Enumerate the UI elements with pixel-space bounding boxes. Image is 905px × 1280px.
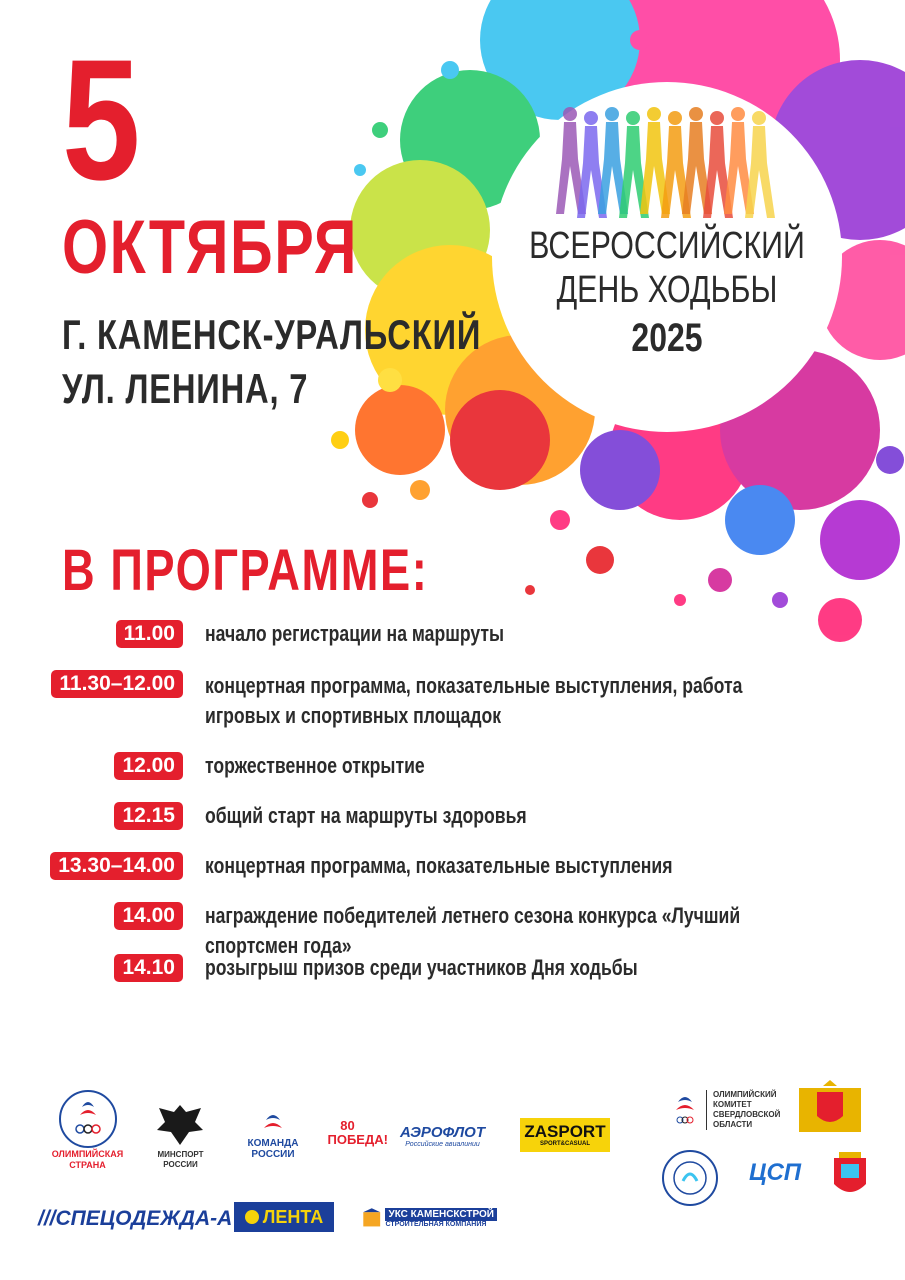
aeroflot-subtitle: Российские авиалинии xyxy=(405,1141,480,1148)
program-text: награждение победителей летнего сезона конкурса «Лучший спортсмен года» xyxy=(205,903,741,958)
oksvo-logo xyxy=(670,1085,780,1135)
program-text: розыгрыш призов среди участников Дня ходьбы xyxy=(205,955,638,980)
logo-line1: ВСЕРОССИЙСКИЙ xyxy=(529,225,805,267)
program-title: В ПРОГРАММЕ: xyxy=(62,538,429,603)
program-text: концертная программа, показательные выступления xyxy=(205,853,673,878)
csp-logo xyxy=(735,1158,815,1188)
aeroflot-text: АЭРОФЛОТ xyxy=(399,1124,485,1141)
coat-of-arms-icon xyxy=(795,1078,865,1136)
event-street: УЛ. ЛЕНИНА, 7 xyxy=(62,365,309,412)
zasport-text: ZASPORT xyxy=(524,1121,606,1141)
olympic-country-text: ОЛИМПИЙСКАЯ СТРАНА xyxy=(51,1149,124,1170)
csp-text: ЦСП xyxy=(748,1159,802,1186)
minsport-text: МИНСПОРТ РОССИИ xyxy=(157,1150,204,1169)
time-badge: 14.10 xyxy=(114,954,183,982)
logo-year: 2025 xyxy=(631,316,703,360)
zasport-logo xyxy=(520,1118,610,1152)
time-badge: 13.30–14.00 xyxy=(50,852,183,880)
sunflower-icon xyxy=(245,1210,259,1224)
flame-icon xyxy=(258,1110,288,1138)
specodezhda-logo xyxy=(38,1204,233,1234)
time-badge: 11.30–12.00 xyxy=(51,670,183,698)
logo-line2: ДЕНЬ ХОДЬБЫ xyxy=(556,269,778,311)
round-seal-icon xyxy=(661,1149,719,1207)
program-text: общий старт на маршруты здоровья xyxy=(205,803,527,828)
program-text: торжественное открытие xyxy=(205,753,425,778)
time-badge: 12.15 xyxy=(114,802,183,830)
walker-silhouette xyxy=(745,111,775,218)
kamensk-coat-of-arms xyxy=(830,1148,870,1203)
time-badge: 11.00 xyxy=(116,620,183,648)
event-city: Г. КАМЕНСК-УРАЛЬСКИЙ xyxy=(62,311,482,358)
team-russia-logo xyxy=(238,1095,308,1175)
team-russia-text: КОМАНДА РОССИИ xyxy=(247,1138,299,1160)
minsport-logo xyxy=(143,1090,218,1180)
uks-kamenskstroy-logo xyxy=(362,1200,497,1236)
aeroflot-logo xyxy=(385,1118,500,1154)
victory-text: 80 ПОБЕДА! xyxy=(327,1117,388,1147)
building-icon xyxy=(362,1203,381,1233)
victory-80-logo xyxy=(325,1090,388,1175)
program-text: концертная программа, показательные выступления, работа игровых и спортивных площадок xyxy=(205,673,743,728)
lenta-logo xyxy=(234,1202,334,1232)
lenta-text: ЛЕНТА xyxy=(262,1206,324,1227)
eagle-emblem-icon xyxy=(153,1100,208,1150)
specodezhda-text: ///СПЕЦОДЕЖДА-А xyxy=(38,1207,233,1230)
zasport-subtitle: SPORT&CASUAL xyxy=(539,1140,590,1147)
city-coat-of-arms-icon xyxy=(831,1150,869,1202)
time-badge: 14.00 xyxy=(114,902,183,930)
olympic-flame-icon xyxy=(58,1089,118,1149)
uks-text: УКС КАМЕНСКСТРОЙ xyxy=(385,1208,497,1221)
walkers-icon xyxy=(548,104,788,224)
event-month: ОКТЯБРЯ xyxy=(62,205,359,290)
program-text: начало регистрации на маршруты xyxy=(205,621,505,646)
event-day: 5 xyxy=(62,24,139,216)
sport-committee-seal xyxy=(660,1148,720,1208)
olympic-country-logo xyxy=(40,1075,135,1185)
flame-icon xyxy=(670,1090,700,1130)
sverdlovsk-coat-of-arms xyxy=(795,1078,865,1136)
oksvo-text: ОЛИМПИЙСКИЙ КОМИТЕТ СВЕРДЛОВСКОЙ ОБЛАСТИ xyxy=(713,1090,781,1129)
time-badge: 12.00 xyxy=(114,752,183,780)
uks-subtitle: СТРОИТЕЛЬНАЯ КОМПАНИЯ xyxy=(385,1221,487,1228)
